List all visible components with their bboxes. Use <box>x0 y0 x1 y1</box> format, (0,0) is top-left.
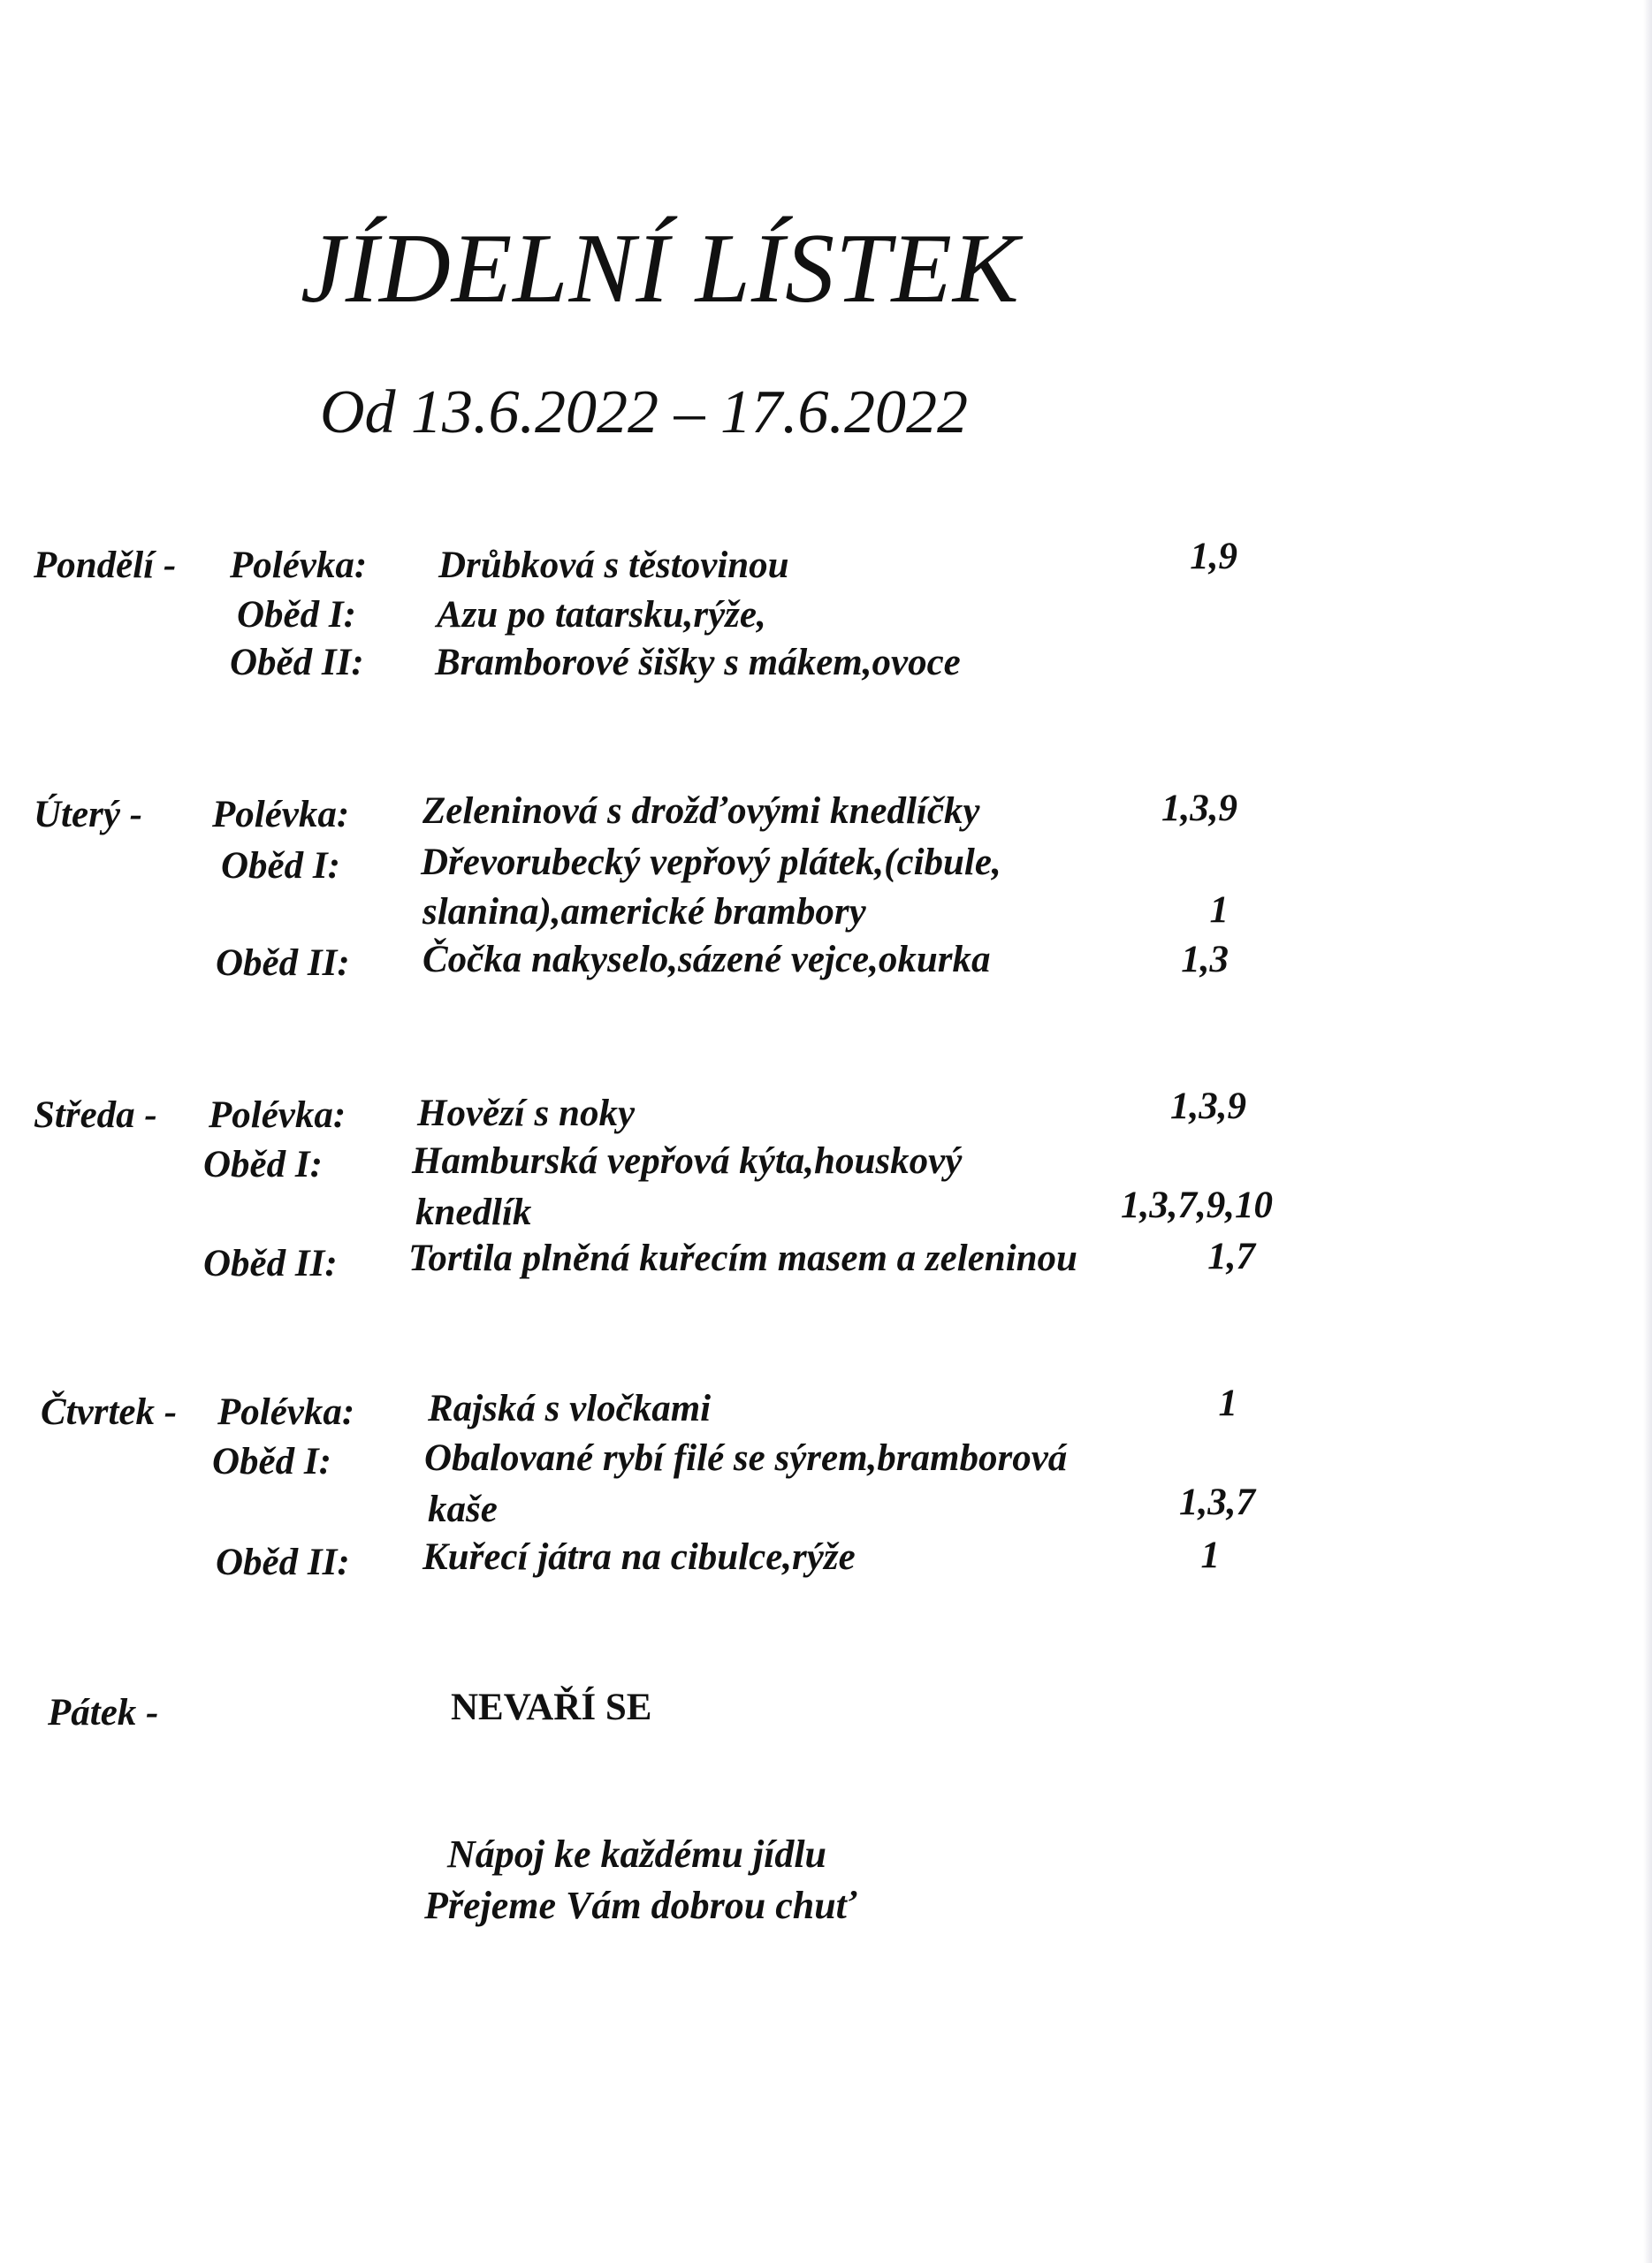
course-label: Polévka: <box>212 794 350 835</box>
allergen-codes: 1,3 <box>1181 939 1229 980</box>
course-label: Oběd I: <box>212 1441 331 1482</box>
date-range: Od 13.6.2022 – 17.6.2022 <box>320 378 969 446</box>
page-title: JÍDELNÍ LÍSTEK <box>301 214 1020 324</box>
allergen-codes: 1,3,7 <box>1179 1482 1255 1523</box>
course-label: Oběd I: <box>237 594 356 636</box>
allergen-codes: 1,9 <box>1190 536 1237 577</box>
dish-text: Kuřecí játra na cibulce,rýže <box>423 1536 856 1578</box>
course-label: Oběd II: <box>203 1243 338 1284</box>
dish-text-continued: kaše <box>428 1489 498 1530</box>
dish-text: Hovězí s noky <box>417 1093 636 1134</box>
dish-text: Azu po tatarsku,rýže, <box>437 594 766 636</box>
day-label-friday: Pátek - <box>48 1692 159 1733</box>
dish-text: Čočka nakyselo,sázené vejce,okurka <box>423 939 991 980</box>
allergen-codes: 1,7 <box>1207 1236 1255 1277</box>
dish-text: Rajská s vločkami <box>428 1388 712 1429</box>
allergen-codes: 1,3,9 <box>1170 1086 1246 1127</box>
allergen-codes: 1 <box>1218 1383 1237 1424</box>
day-label-monday: Pondělí - <box>34 545 177 586</box>
dish-text: Zeleninová s drožďovými knedlíčky <box>423 790 980 832</box>
scan-edge <box>1643 0 1652 2263</box>
allergen-codes: 1,3,9 <box>1161 788 1237 829</box>
day-label-thursday: Čtvrtek - <box>41 1391 178 1433</box>
dish-text: Drůbková s těstovinou <box>438 545 789 586</box>
dish-text-continued: knedlík <box>415 1192 532 1233</box>
closed-note: NEVAŘÍ SE <box>451 1687 652 1728</box>
course-label: Polévka: <box>209 1094 346 1136</box>
course-label: Oběd I: <box>203 1144 323 1185</box>
dish-text: Bramborové šišky s mákem,ovoce <box>435 642 961 683</box>
course-label: Oběd II: <box>216 1542 350 1583</box>
course-label: Oběd I: <box>221 845 340 887</box>
drink-note: Nápoj ke každému jídlu <box>447 1832 827 1876</box>
dish-text: Hamburská vepřová kýta,houskový <box>412 1140 963 1182</box>
bon-appetit-note: Přejeme Vám dobrou chuť <box>424 1884 857 1927</box>
day-label-tuesday: Úterý - <box>34 794 142 835</box>
dish-text-continued: slanina),americké brambory <box>423 891 866 933</box>
course-label: Oběd II: <box>230 642 364 683</box>
course-label: Polévka: <box>217 1391 355 1433</box>
allergen-codes: 1 <box>1200 1535 1220 1576</box>
course-label: Oběd II: <box>216 942 350 984</box>
allergen-codes: 1 <box>1209 889 1229 931</box>
day-label-wednesday: Středa - <box>34 1094 157 1136</box>
allergen-codes: 1,3,7,9,10 <box>1121 1185 1273 1226</box>
dish-text: Obalované rybí filé se sýrem,bramborová <box>424 1437 1068 1479</box>
dish-text: Tortila plněná kuřecím masem a zeleninou <box>408 1238 1077 1279</box>
dish-text: Dřevorubecký vepřový plátek,(cibule, <box>421 842 1001 883</box>
course-label: Polévka: <box>230 545 368 586</box>
